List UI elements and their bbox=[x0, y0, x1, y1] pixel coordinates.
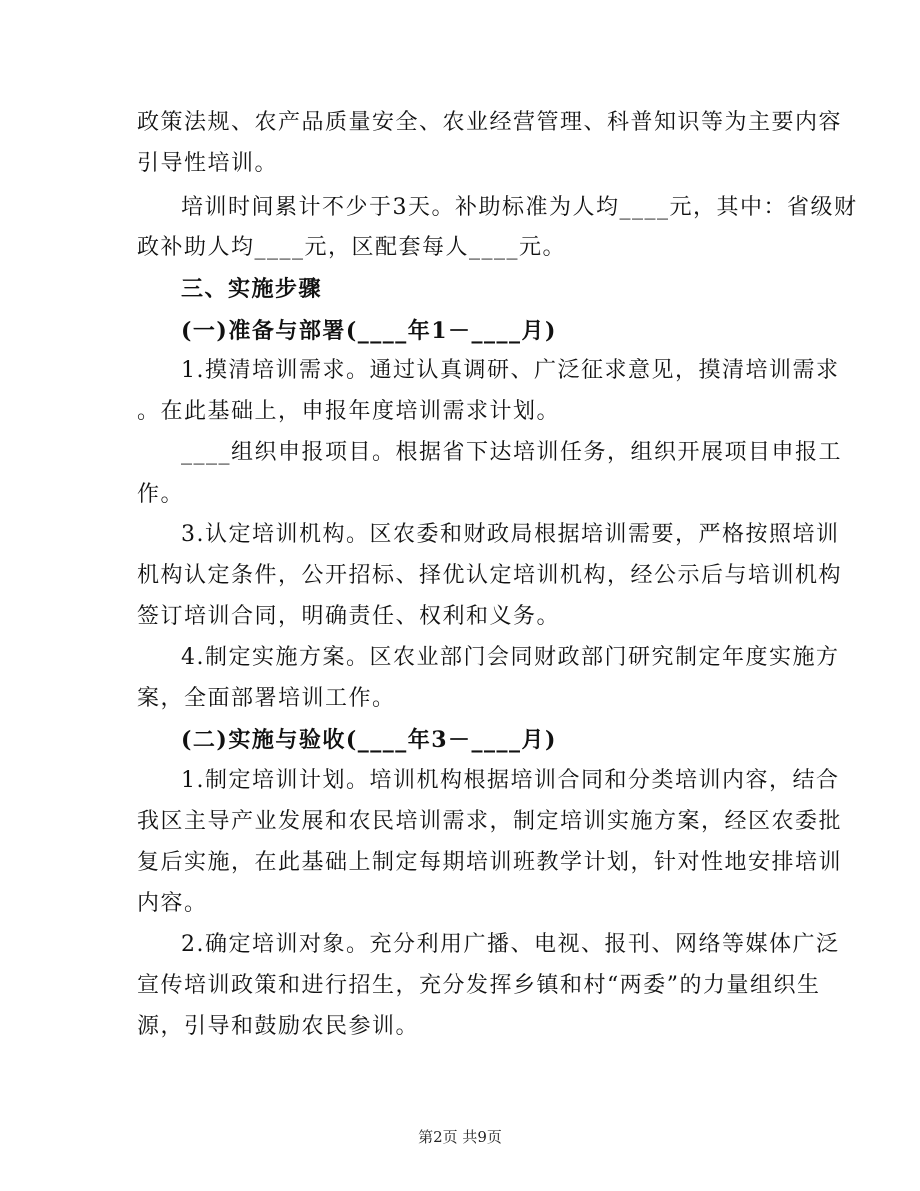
paragraph-line: 机构认定条件，公开招标、择优认定培训机构，经公示后与培训机构 bbox=[137, 563, 843, 588]
paragraph-line: 案，全面部署培训工作。 bbox=[137, 686, 396, 711]
paragraph-line: 3.认定培训机构。区农委和财政局根据培训需要，严格按照培训 bbox=[181, 522, 840, 547]
subsection-heading: (二)实施与验收(____年3－____月) bbox=[181, 727, 557, 753]
paragraph-line: 4.制定实施方案。区农业部门会同财政部门研究制定年度实施方 bbox=[181, 645, 840, 670]
paragraph-line: 复后实施，在此基础上制定每期培训班教学计划，针对性地安排培训 bbox=[137, 850, 843, 875]
paragraph-line: 我区主导产业发展和农民培训需求，制定培训实施方案，经区农委批 bbox=[137, 809, 843, 834]
subsection-heading: (一)准备与部署(____年1－____月) bbox=[181, 318, 557, 344]
paragraph-line: 1.摸清培训需求。通过认真调研、广泛征求意见，摸清培训需求 bbox=[181, 358, 840, 383]
page-number-footer: 第2页 共9页 bbox=[418, 1128, 502, 1146]
paragraph-line: 内容。 bbox=[137, 891, 208, 916]
paragraph-line: 宣传培训政策和进行招生，充分发挥乡镇和村“两委”的力量组织生 bbox=[137, 973, 821, 998]
paragraph-line: 签订培训合同，明确责任、权利和义务。 bbox=[137, 604, 561, 629]
paragraph-line: 。在此基础上，申报年度培训需求计划。 bbox=[137, 399, 561, 424]
paragraph-line: 政策法规、农产品质量安全、农业经营管理、科普知识等为主要内容 bbox=[137, 110, 843, 135]
paragraph-line: 源，引导和鼓励农民参训。 bbox=[137, 1014, 420, 1039]
paragraph-line: 1.制定培训计划。培训机构根据培训合同和分类培训内容，结合 bbox=[181, 768, 840, 793]
section-heading: 三、实施步骤 bbox=[181, 276, 323, 302]
paragraph-line: 培训时间累计不少于3天。补助标准为人均____元，其中：省级财 bbox=[181, 195, 858, 220]
paragraph-line: ____组织申报项目。根据省下达培训任务，组织开展项目申报工 bbox=[181, 440, 843, 465]
paragraph-line: 作。 bbox=[137, 482, 185, 507]
paragraph-line: 政补助人均____元，区配套每人____元。 bbox=[137, 235, 567, 260]
paragraph-line: 引导性培训。 bbox=[137, 151, 279, 176]
paragraph-line: 2.确定培训对象。充分利用广播、电视、报刊、网络等媒体广泛 bbox=[181, 932, 840, 957]
